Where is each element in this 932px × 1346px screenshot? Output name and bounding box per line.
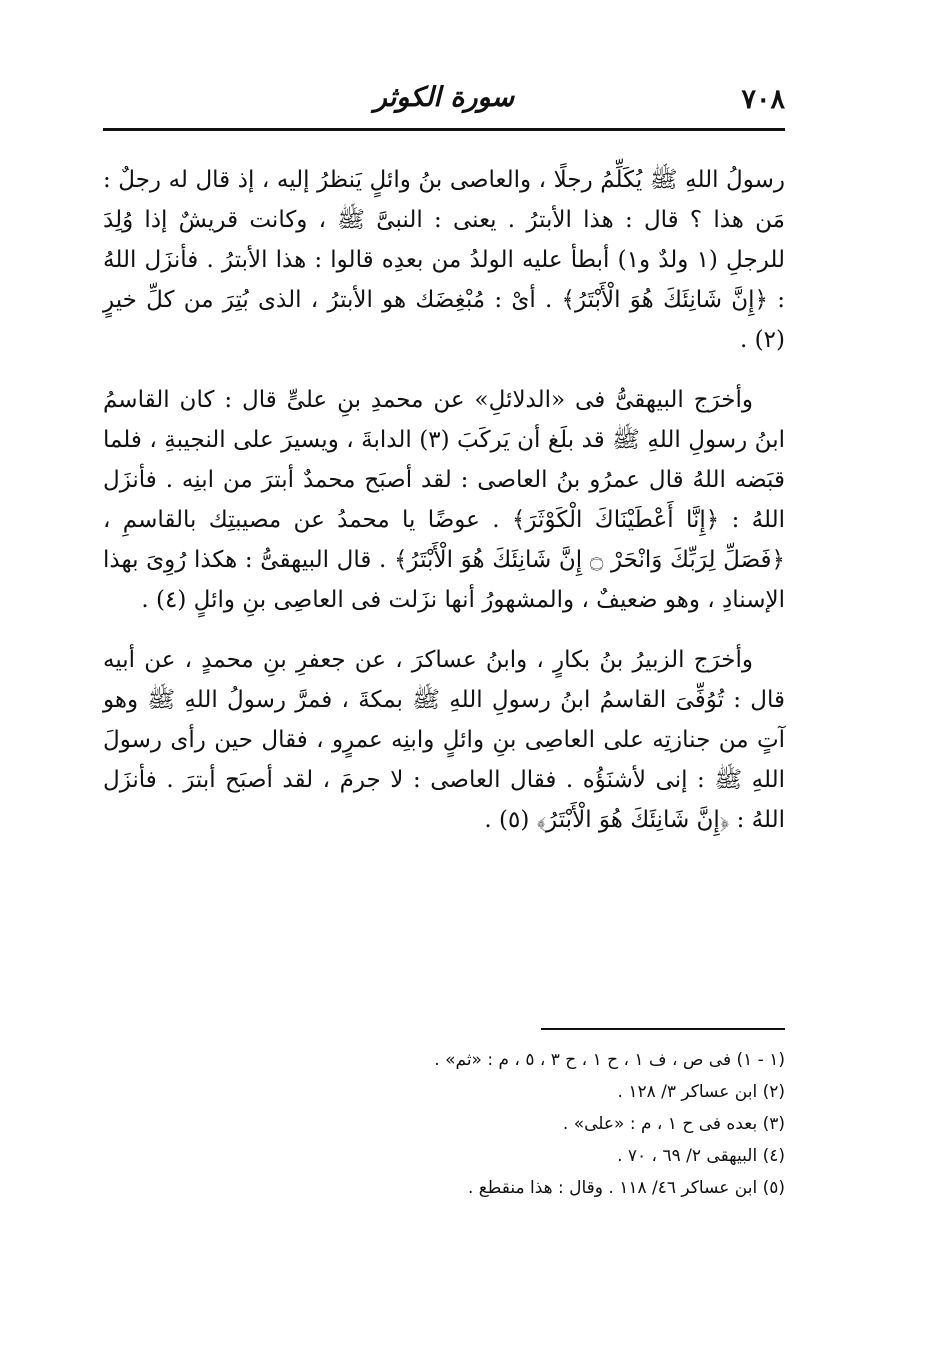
footnote: (١ - ١) فى ص ، ف ١ ، ح ١ ، ح ٣ ، ٥ ، م : «ثم» . — [434, 1050, 785, 1070]
page-header — [103, 82, 785, 126]
surah-title: سورة الكوثر — [373, 82, 515, 113]
main-text — [103, 160, 785, 860]
footnote-divider — [541, 1028, 785, 1030]
paragraph: وأخرَج البيهقىُّ فى «الدلائلِ» عن محمدِ بنِ علىٍّ قال : كان القاسمُ ابنُ رسولِ اللهِ ﷺ قد بلَغ أن يَركَبَ (٣) الدابةَ ، ويسيرَ على النجيبةِ ، فلما قبَضه اللهُ قال عمرُو بنُ العاصى : لقد أصبَح محمدٌ أبترَ من ابنِه . فأنزَل اللهُ : ﴿إِنَّا أَعْطَيْنَاكَ الْكَوْثَرَ﴾ . عوضًا يا محمدُ عن مصيبتِك بالقاسمِ ، ﴿فَصَلِّ لِرَبِّكَ وَانْحَرْ ۝ إِنَّ شَانِئَكَ هُوَ الْأَبْتَرُ﴾ . قال البيهقىُّ : هكذا رُوِىَ بهذا الإسنادِ ، وهو ضعيفٌ ، والمشهورُ أنها نزَلت فى العاصِى بنِ وائلٍ (٤) . — [103, 387, 785, 613]
footnote: (٢) ابن عساكر ٣/ ١٢٨ . — [617, 1082, 785, 1102]
footnote: (٤) البيهقى ٢/ ٦٩ ، ٧٠ . — [617, 1146, 785, 1166]
page-number: ٧٠٨ — [741, 84, 785, 115]
footnotes — [103, 1044, 785, 1204]
footnote: (٥) ابن عساكر ٤٦/ ١١٨ . وقال : هذا منقطع . — [467, 1178, 785, 1198]
paragraph: وأخرَج الزبيرُ بنُ بكارٍ ، وابنُ عساكرَ ، عن جعفرِ بنِ محمدٍ ، عن أبيه قال : تُوُفِّىَ القاسمُ ابنُ رسولِ اللهِ ﷺ بمكةَ ، فمرَّ رسولُ اللهِ ﷺ وهو آتٍ من جنازتِه على العاصِى بنِ وائلٍ وابنِه عمرٍو ، فقال حين رأى رسولَ اللهِ ﷺ : إنى لأشنَؤُه . فقال العاصى : لا جرمَ ، لقد أصبَح أبترَ . فأنزَل اللهُ : ﴿إِنَّ شَانِئَكَ هُوَ الْأَبْتَرُ﴾ (٥) . — [103, 647, 785, 833]
paragraph: رسولُ اللهِ ﷺ يُكَلِّمُ رجلًا ، والعاصى بنُ وائلٍ يَنظرُ إليه ، إذ قال له رجلٌ : مَن هذا ؟ قال : هذا الأبترُ . يعنى : النبىَّ ﷺ ، وكانت قريشٌ إذا وُلِدَ للرجلِ (١ ولدٌ و١) أبطأ عليه الولدُ من بعدِه قالوا : هذا الأبترُ . فأنزَل اللهُ : ﴿إِنَّ شَانِئَكَ هُوَ الْأَبْتَرُ﴾ . أىْ : مُبْغِضَك هو الأبترُ ، الذى بُتِرَ من كلِّ خيرٍ (٢) . — [103, 167, 786, 353]
header-divider — [103, 128, 785, 131]
footnote: (٣) بعده فى ح ١ ، م : «على» . — [562, 1114, 785, 1134]
